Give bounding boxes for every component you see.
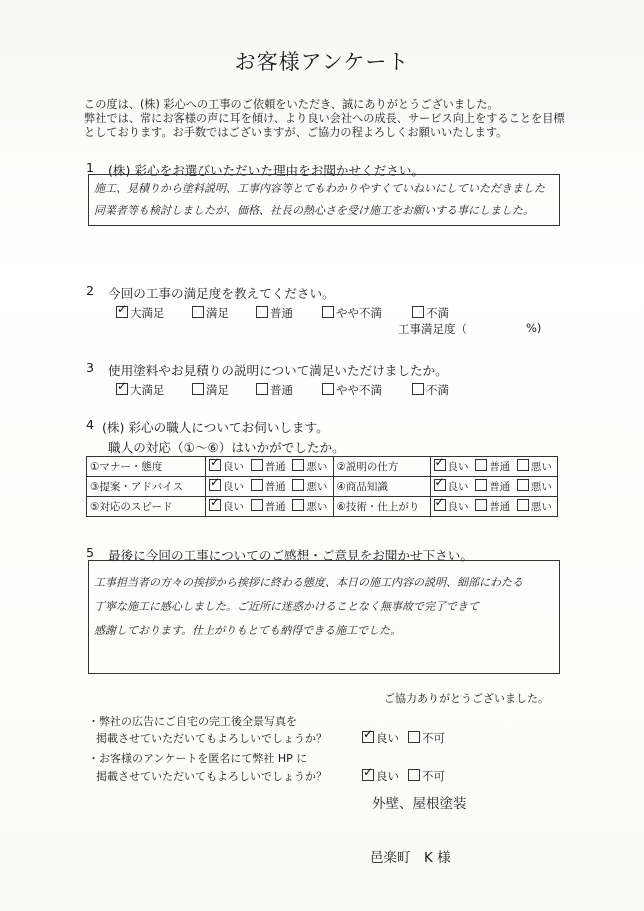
- consent-question: ・弊社の広告にご自宅の完工後全景写真を: [88, 715, 297, 728]
- checkbox-icon[interactable]: [256, 306, 268, 318]
- rating-options[interactable]: ✓ 良い 普通 悪い: [206, 457, 334, 477]
- checkbox-checked-icon[interactable]: [116, 306, 128, 318]
- option-unsatisfied[interactable]: 不満: [412, 382, 449, 398]
- checkbox-icon[interactable]: [412, 383, 424, 395]
- option-slightly-unsatisfied[interactable]: やや不満: [322, 382, 382, 398]
- intro-line: としております。お手数ではございますが、ご協力の程よろしくお願いいたします。: [84, 126, 508, 139]
- checkbox-icon[interactable]: [322, 306, 334, 318]
- checkbox-icon[interactable]: [517, 459, 529, 471]
- question-3-text: 使用塗料やお見積りの説明について満足いただけましたか。: [108, 363, 448, 378]
- checkbox-icon[interactable]: [292, 459, 304, 471]
- question-1-text: (株) 彩心をお選びいただいた理由をお聞かせください。: [108, 163, 425, 178]
- handwritten-answer: 施工、見積りから塗料説明、工事内容等とてもわかりやすくていねいにしていただきました: [94, 182, 545, 195]
- handwritten-answer: 同業者等も検討しましたが、価格、社長の熱心さを受け施工をお願いする事にしました。: [94, 204, 534, 217]
- customer-name: 邑楽町 K 様: [370, 850, 451, 866]
- consent-question: 掲載させていただいてもよろしいでしょうか？: [96, 770, 327, 783]
- option-normal[interactable]: 普通: [256, 382, 293, 398]
- question-4-text: (株) 彩心の職人についてお伺いします。: [102, 420, 329, 435]
- question-number: 5: [86, 545, 95, 560]
- checkbox-checked-icon[interactable]: [434, 479, 446, 491]
- checkbox-icon[interactable]: [475, 479, 487, 491]
- question-number: 2: [86, 283, 95, 298]
- consent-question: 掲載させていただいてもよろしいでしょうか？: [96, 732, 327, 745]
- checkbox-checked-icon[interactable]: [362, 731, 374, 743]
- consent-photo-yes[interactable]: ✓ 良い: [362, 730, 399, 746]
- option-very-satisfied[interactable]: ✓大満足: [116, 382, 165, 398]
- checkbox-icon[interactable]: [256, 383, 268, 395]
- consent-survey-yes[interactable]: ✓ 良い: [362, 768, 399, 784]
- checkbox-icon[interactable]: [517, 499, 529, 511]
- handwritten-answer: 工事担当者の方々の挨拶から挨拶に終わる態度、本日の施工内容の説明、細部にわたる: [94, 576, 523, 589]
- option-satisfied[interactable]: 満足: [192, 382, 229, 398]
- rating-item-label: ⑤対応のスピード: [87, 497, 206, 517]
- checkbox-icon[interactable]: [475, 459, 487, 471]
- page-title: お客様アンケート: [234, 50, 410, 74]
- checkbox-icon[interactable]: [292, 499, 304, 511]
- satisfaction-rate-label: 工事満足度（: [398, 322, 467, 336]
- intro-line: この度は、(株) 彩心への工事のご依頼をいただき、誠にありがとうございました。: [84, 98, 499, 111]
- option-slightly-unsatisfied[interactable]: やや不満: [322, 305, 382, 321]
- question-4-subtext: 職人の対応（①～⑥）はいかがでしたか。: [108, 440, 345, 455]
- checkbox-checked-icon[interactable]: [434, 459, 446, 471]
- thanks-text: ご協力ありがとうございました。: [384, 692, 549, 705]
- checkbox-icon[interactable]: [292, 479, 304, 491]
- checkbox-checked-icon[interactable]: [362, 769, 374, 781]
- checkbox-icon[interactable]: [408, 769, 420, 781]
- rating-options[interactable]: ✓ 良い 普通 悪い: [430, 457, 558, 477]
- rating-item-label: ③提案・アドバイス: [87, 477, 206, 497]
- checkbox-icon[interactable]: [251, 479, 263, 491]
- checkbox-icon[interactable]: [517, 479, 529, 491]
- rating-item-label: ⑥技術・仕上がり: [333, 497, 430, 517]
- option-normal[interactable]: 普通: [256, 305, 293, 321]
- checkbox-checked-icon[interactable]: [434, 499, 446, 511]
- checkbox-checked-icon[interactable]: [116, 383, 128, 395]
- table-row: [87, 497, 558, 517]
- checkbox-checked-icon[interactable]: [209, 479, 221, 491]
- rating-options[interactable]: ✓ 良い 普通 悪い: [206, 477, 334, 497]
- rating-options[interactable]: ✓ 良い 普通 悪い: [430, 477, 558, 497]
- question-2-text: 今回の工事の満足度を教えてください。: [108, 286, 335, 301]
- question-5-text: 最後に今回の工事についてのご感想・ご意見をお聞かせ下さい。: [108, 548, 473, 563]
- checkbox-icon[interactable]: [251, 459, 263, 471]
- handwritten-answer: 感謝しております。仕上がりもとても納得できる施工でした。: [94, 624, 402, 637]
- table-row: [87, 457, 558, 477]
- checkbox-checked-icon[interactable]: [209, 499, 221, 511]
- handwritten-answer: 丁寧な施工に感心しました。ご近所に迷惑かけることなく無事故で完了できて: [94, 600, 479, 613]
- question-number: 3: [86, 360, 95, 375]
- consent-question: ・お客様のアンケートを匿名にて弊社 HP に: [88, 752, 308, 765]
- checkbox-checked-icon[interactable]: [209, 459, 221, 471]
- rating-options[interactable]: ✓ 良い 普通 悪い: [206, 497, 334, 517]
- checkbox-icon[interactable]: [475, 499, 487, 511]
- work-type: 外壁、屋根塗装: [372, 796, 467, 812]
- checkbox-icon[interactable]: [322, 383, 334, 395]
- rating-options[interactable]: ✓ 良い 普通 悪い: [430, 497, 558, 517]
- intro-line: 弊社では、常にお客様の声に耳を傾け、より良い会社への成長、サービス向上をすることを目標: [84, 112, 565, 125]
- checkbox-icon[interactable]: [412, 306, 424, 318]
- rating-item-label: ④商品知識: [333, 477, 430, 497]
- table-row: [87, 477, 558, 497]
- craftsman-rating-table: [86, 456, 558, 517]
- checkbox-icon[interactable]: [251, 499, 263, 511]
- satisfaction-rate-unit: %): [526, 321, 542, 335]
- option-satisfied[interactable]: 満足: [192, 305, 229, 321]
- option-very-satisfied[interactable]: ✓大満足: [116, 305, 165, 321]
- question-number: 4: [86, 417, 95, 432]
- checkbox-icon[interactable]: [192, 306, 204, 318]
- question-number: 1: [86, 160, 95, 175]
- consent-survey-no[interactable]: 不可: [408, 768, 445, 784]
- option-unsatisfied[interactable]: 不満: [412, 305, 449, 321]
- consent-photo-no[interactable]: 不可: [408, 730, 445, 746]
- checkbox-icon[interactable]: [192, 383, 204, 395]
- checkbox-icon[interactable]: [408, 731, 420, 743]
- rating-item-label: ①マナー・態度: [87, 457, 206, 477]
- rating-item-label: ②説明の仕方: [333, 457, 430, 477]
